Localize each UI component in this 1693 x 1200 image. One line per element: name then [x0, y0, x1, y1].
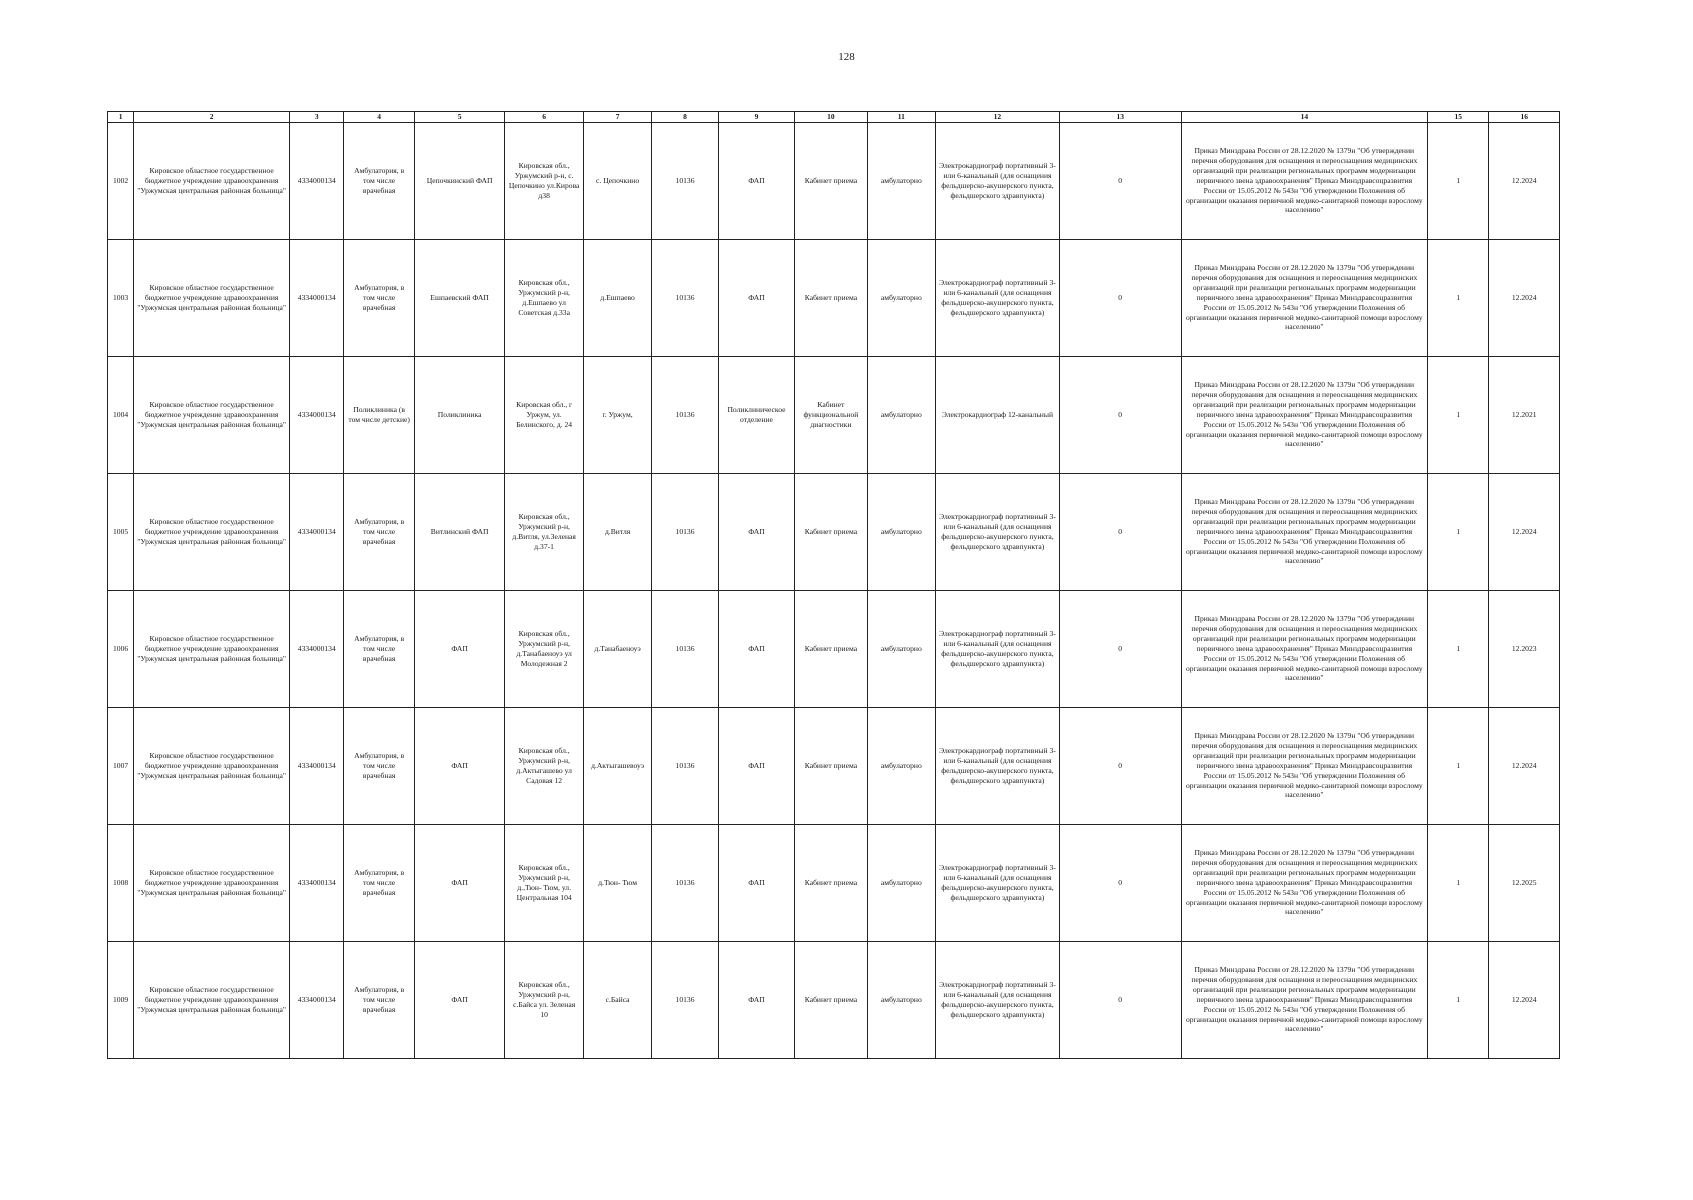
column-header: 1 — [108, 112, 134, 123]
inn-cell: 4334000134 — [290, 473, 344, 590]
equipment-table — [107, 111, 1560, 1059]
row-number-cell: 1007 — [108, 707, 134, 824]
organization-name-cell: Кировское областное государственное бюджетное учреждение здравоохранения "Уржумская центральная районная больница" — [134, 473, 290, 590]
care-form-cell: амбулаторно — [867, 590, 935, 707]
equipment-cell: Электрокардиограф портативный 3- или 6-канальный (для оснащения фельдшерско-акушерского пункта, фельдшерского здравпункта) — [936, 707, 1060, 824]
settlement-cell: д.Актыгашевоуэ — [583, 707, 651, 824]
settlement-cell: с. Цепочкино — [583, 122, 651, 239]
equipment-cell: Электрокардиограф портативный 3- или 6-канальный (для оснащения фельдшерско-акушерского пункта, фельдшерского здравпункта) — [936, 473, 1060, 590]
care-form-cell: амбулаторно — [867, 707, 935, 824]
row-number-cell: 1002 — [108, 122, 134, 239]
code-cell: 10136 — [652, 473, 718, 590]
inn-cell: 4334000134 — [290, 941, 344, 1058]
address-cell: Кировская обл., Уржумский р-н, с.Байса ул. Зеленая 10 — [505, 941, 583, 1058]
current-count-cell: 0 — [1059, 473, 1181, 590]
equipment-cell: Электрокардиограф портативный 3- или 6-канальный (для оснащения фельдшерско-акушерского пункта, фельдшерского здравпункта) — [936, 239, 1060, 356]
unit-name-cell: ФАП — [414, 707, 505, 824]
column-header: 11 — [867, 112, 935, 123]
facility-type-cell: Амбулатория, в том числе врачебная — [344, 122, 414, 239]
required-count-cell: 1 — [1428, 239, 1489, 356]
address-cell: Кировская обл., Уржумский р-н, с. Цепочкино ул.Кирова д38 — [505, 122, 583, 239]
legal-basis-cell: Приказ Минздрава России от 28.12.2020 № 1379н "Об утверждении перечня оборудования для оснащения и переоснащения медицинских организаций при реализации региональных программ модернизации первичного звена здравоохранения" Приказ Минздравсоцразвития России от 15.05.2012 № 543н "Об утверждении Положения об организации оказания первичной медико-санитарной помощи взрослому населению" — [1181, 590, 1428, 707]
equipment-cell: Электрокардиограф портативный 3- или 6-канальный (для оснащения фельдшерско-акушерского пункта, фельдшерского здравпункта) — [936, 122, 1060, 239]
code-cell: 10136 — [652, 239, 718, 356]
table-row — [108, 941, 1560, 1058]
inn-cell: 4334000134 — [290, 356, 344, 473]
table-row — [108, 824, 1560, 941]
table-row — [108, 590, 1560, 707]
required-count-cell: 1 — [1428, 707, 1489, 824]
facility-type-cell: Амбулатория, в том числе врачебная — [344, 590, 414, 707]
inn-cell: 4334000134 — [290, 590, 344, 707]
room-cell: Кабинет приема — [795, 707, 867, 824]
settlement-cell: д.Витля — [583, 473, 651, 590]
unit-name-cell: ФАП — [414, 941, 505, 1058]
care-form-cell: амбулаторно — [867, 122, 935, 239]
page-number: 128 — [838, 51, 855, 63]
code-cell: 10136 — [652, 356, 718, 473]
deadline-cell: 12.2024 — [1489, 473, 1560, 590]
facility-type-cell: Амбулатория, в том числе врачебная — [344, 941, 414, 1058]
legal-basis-cell: Приказ Минздрава России от 28.12.2020 № 1379н "Об утверждении перечня оборудования для оснащения и переоснащения медицинских организаций при реализации региональных программ модернизации первичного звена здравоохранения" Приказ Минздравсоцразвития России от 15.05.2012 № 543н "Об утверждении Положения об организации оказания первичной медико-санитарной помощи взрослому населению" — [1181, 824, 1428, 941]
row-number-cell: 1006 — [108, 590, 134, 707]
organization-name-cell: Кировское областное государственное бюджетное учреждение здравоохранения "Уржумская центральная районная больница" — [134, 356, 290, 473]
table-row — [108, 122, 1560, 239]
organization-name-cell: Кировское областное государственное бюджетное учреждение здравоохранения "Уржумская центральная районная больница" — [134, 824, 290, 941]
table-body — [108, 122, 1560, 1058]
column-header: 4 — [344, 112, 414, 123]
legal-basis-cell: Приказ Минздрава России от 28.12.2020 № 1379н "Об утверждении перечня оборудования для оснащения и переоснащения медицинских организаций при реализации региональных программ модернизации первичного звена здравоохранения" Приказ Минздравсоцразвития России от 15.05.2012 № 543н "Об утверждении Положения об организации оказания первичной медико-санитарной помощи взрослому населению" — [1181, 473, 1428, 590]
room-cell: Кабинет приема — [795, 824, 867, 941]
code-cell: 10136 — [652, 590, 718, 707]
care-form-cell: амбулаторно — [867, 824, 935, 941]
inn-cell: 4334000134 — [290, 239, 344, 356]
equipment-cell: Электрокардиограф 12-канальный — [936, 356, 1060, 473]
equipment-cell: Электрокардиограф портативный 3- или 6-канальный (для оснащения фельдшерско-акушерского пункта, фельдшерского здравпункта) — [936, 590, 1060, 707]
table-row — [108, 473, 1560, 590]
inn-cell: 4334000134 — [290, 707, 344, 824]
facility-type-cell: Амбулатория, в том числе врачебная — [344, 824, 414, 941]
settlement-cell: д.Танабаеноуэ — [583, 590, 651, 707]
room-cell: Кабинет приема — [795, 239, 867, 356]
deadline-cell: 12.2024 — [1489, 122, 1560, 239]
unit-name-cell: Ешпаевский ФАП — [414, 239, 505, 356]
legal-basis-cell: Приказ Минздрава России от 28.12.2020 № 1379н "Об утверждении перечня оборудования для оснащения и переоснащения медицинских организаций при реализации региональных программ модернизации первичного звена здравоохранения" Приказ Минздравсоцразвития России от 15.05.2012 № 543н "Об утверждении Положения об организации оказания первичной медико-санитарной помощи взрослому населению" — [1181, 122, 1428, 239]
row-number-cell: 1005 — [108, 473, 134, 590]
column-header: 16 — [1489, 112, 1560, 123]
department-cell: ФАП — [718, 707, 794, 824]
department-cell: ФАП — [718, 941, 794, 1058]
organization-name-cell: Кировское областное государственное бюджетное учреждение здравоохранения "Уржумская центральная районная больница" — [134, 590, 290, 707]
settlement-cell: д.Ешпаево — [583, 239, 651, 356]
address-cell: Кировская обл., Уржумский р-н, д.Танабаеноуэ ул Молодежная 2 — [505, 590, 583, 707]
current-count-cell: 0 — [1059, 707, 1181, 824]
code-cell: 10136 — [652, 122, 718, 239]
care-form-cell: амбулаторно — [867, 473, 935, 590]
current-count-cell: 0 — [1059, 239, 1181, 356]
facility-type-cell: Амбулатория, в том числе врачебная — [344, 239, 414, 356]
required-count-cell: 1 — [1428, 590, 1489, 707]
deadline-cell: 12.2024 — [1489, 239, 1560, 356]
facility-type-cell: Амбулатория, в том числе врачебная — [344, 707, 414, 824]
room-cell: Кабинет приема — [795, 122, 867, 239]
equipment-cell: Электрокардиограф портативный 3- или 6-канальный (для оснащения фельдшерско-акушерского пункта, фельдшерского здравпункта) — [936, 941, 1060, 1058]
organization-name-cell: Кировское областное государственное бюджетное учреждение здравоохранения "Уржумская центральная районная больница" — [134, 122, 290, 239]
deadline-cell: 12.2024 — [1489, 707, 1560, 824]
care-form-cell: амбулаторно — [867, 941, 935, 1058]
header-row — [108, 112, 1560, 123]
column-header: 9 — [718, 112, 794, 123]
column-header: 5 — [414, 112, 505, 123]
organization-name-cell: Кировское областное государственное бюджетное учреждение здравоохранения "Уржумская центральная районная больница" — [134, 707, 290, 824]
required-count-cell: 1 — [1428, 356, 1489, 473]
deadline-cell: 12.2021 — [1489, 356, 1560, 473]
current-count-cell: 0 — [1059, 941, 1181, 1058]
legal-basis-cell: Приказ Минздрава России от 28.12.2020 № 1379н "Об утверждении перечня оборудования для оснащения и переоснащения медицинских организаций при реализации региональных программ модернизации первичного звена здравоохранения" Приказ Минздравсоцразвития России от 15.05.2012 № 543н "Об утверждении Положения об организации оказания первичной медико-санитарной помощи взрослому населению" — [1181, 356, 1428, 473]
required-count-cell: 1 — [1428, 473, 1489, 590]
column-header: 10 — [795, 112, 867, 123]
column-header: 14 — [1181, 112, 1428, 123]
column-header: 3 — [290, 112, 344, 123]
table-row — [108, 239, 1560, 356]
inn-cell: 4334000134 — [290, 824, 344, 941]
room-cell: Кабинет приема — [795, 941, 867, 1058]
deadline-cell: 12.2025 — [1489, 824, 1560, 941]
address-cell: Кировская обл., Уржумский р-н, д.Актыгашево ул Садовая 12 — [505, 707, 583, 824]
department-cell: ФАП — [718, 473, 794, 590]
current-count-cell: 0 — [1059, 590, 1181, 707]
room-cell: Кабинет приема — [795, 590, 867, 707]
column-header: 8 — [652, 112, 718, 123]
code-cell: 10136 — [652, 824, 718, 941]
legal-basis-cell: Приказ Минздрава России от 28.12.2020 № 1379н "Об утверждении перечня оборудования для оснащения и переоснащения медицинских организаций при реализации региональных программ модернизации первичного звена здравоохранения" Приказ Минздравсоцразвития России от 15.05.2012 № 543н "Об утверждении Положения об организации оказания первичной медико-санитарной помощи взрослому населению" — [1181, 941, 1428, 1058]
column-header: 6 — [505, 112, 583, 123]
address-cell: Кировская обл., Уржумский р-н, д.Витля, ул.Зеленая д.37-1 — [505, 473, 583, 590]
settlement-cell: с.Байса — [583, 941, 651, 1058]
row-number-cell: 1009 — [108, 941, 134, 1058]
column-header: 12 — [936, 112, 1060, 123]
column-header: 15 — [1428, 112, 1489, 123]
unit-name-cell: ФАП — [414, 590, 505, 707]
current-count-cell: 0 — [1059, 122, 1181, 239]
address-cell: Кировская обл., г Уржум, ул. Белинского, д. 24 — [505, 356, 583, 473]
settlement-cell: г. Уржум, — [583, 356, 651, 473]
unit-name-cell: Поликлиника — [414, 356, 505, 473]
legal-basis-cell: Приказ Минздрава России от 28.12.2020 № 1379н "Об утверждении перечня оборудования для оснащения и переоснащения медицинских организаций при реализации региональных программ модернизации первичного звена здравоохранения" Приказ Минздравсоцразвития России от 15.05.2012 № 543н "Об утверждении Положения об организации оказания первичной медико-санитарной помощи взрослому населению" — [1181, 707, 1428, 824]
code-cell: 10136 — [652, 941, 718, 1058]
facility-type-cell: Амбулатория, в том числе врачебная — [344, 473, 414, 590]
address-cell: Кировская обл., Уржумский р-н, д.,Тюн- Тюм, ул. Центральная 104 — [505, 824, 583, 941]
department-cell: Поликлиническое отделение — [718, 356, 794, 473]
inn-cell: 4334000134 — [290, 122, 344, 239]
equipment-cell: Электрокардиограф портативный 3- или 6-канальный (для оснащения фельдшерско-акушерского пункта, фельдшерского здравпункта) — [936, 824, 1060, 941]
care-form-cell: амбулаторно — [867, 356, 935, 473]
column-header: 7 — [583, 112, 651, 123]
row-number-cell: 1008 — [108, 824, 134, 941]
unit-name-cell: ФАП — [414, 824, 505, 941]
code-cell: 10136 — [652, 707, 718, 824]
facility-type-cell: Поликлиника (в том числе детские) — [344, 356, 414, 473]
department-cell: ФАП — [718, 239, 794, 356]
legal-basis-cell: Приказ Минздрава России от 28.12.2020 № 1379н "Об утверждении перечня оборудования для оснащения и переоснащения медицинских организаций при реализации региональных программ модернизации первичного звена здравоохранения" Приказ Минздравсоцразвития России от 15.05.2012 № 543н "Об утверждении Положения об организации оказания первичной медико-санитарной помощи взрослому населению" — [1181, 239, 1428, 356]
required-count-cell: 1 — [1428, 824, 1489, 941]
row-number-cell: 1004 — [108, 356, 134, 473]
settlement-cell: д.Тюн- Тюм — [583, 824, 651, 941]
current-count-cell: 0 — [1059, 356, 1181, 473]
table-row — [108, 356, 1560, 473]
column-header: 2 — [134, 112, 290, 123]
room-cell: Кабинет приема — [795, 473, 867, 590]
department-cell: ФАП — [718, 590, 794, 707]
current-count-cell: 0 — [1059, 824, 1181, 941]
organization-name-cell: Кировское областное государственное бюджетное учреждение здравоохранения "Уржумская центральная районная больница" — [134, 239, 290, 356]
required-count-cell: 1 — [1428, 941, 1489, 1058]
organization-name-cell: Кировское областное государственное бюджетное учреждение здравоохранения "Уржумская центральная районная больница" — [134, 941, 290, 1058]
row-number-cell: 1003 — [108, 239, 134, 356]
department-cell: ФАП — [718, 122, 794, 239]
table-row — [108, 707, 1560, 824]
department-cell: ФАП — [718, 824, 794, 941]
deadline-cell: 12.2023 — [1489, 590, 1560, 707]
address-cell: Кировская обл., Уржумский р-н, д.Ешпаево ул Советская д.33а — [505, 239, 583, 356]
column-header: 13 — [1059, 112, 1181, 123]
unit-name-cell: Цепочкинский ФАП — [414, 122, 505, 239]
deadline-cell: 12.2024 — [1489, 941, 1560, 1058]
unit-name-cell: Витлинский ФАП — [414, 473, 505, 590]
care-form-cell: амбулаторно — [867, 239, 935, 356]
room-cell: Кабинет функциональной диагностики — [795, 356, 867, 473]
required-count-cell: 1 — [1428, 122, 1489, 239]
